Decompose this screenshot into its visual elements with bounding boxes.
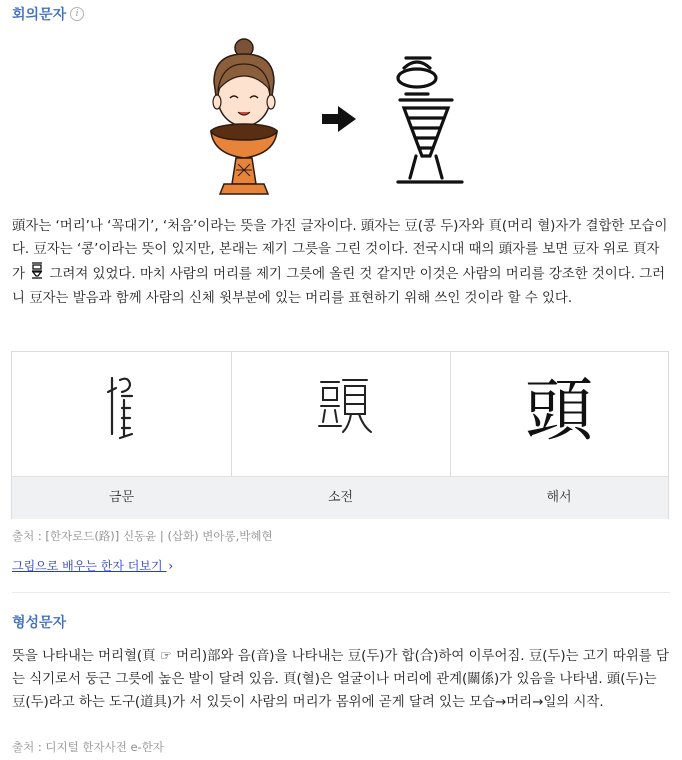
glyph-haeseo [450,352,668,475]
caption-geummun: 금문 [12,476,231,519]
head-on-vessel-illustration [200,36,480,201]
section-title-text: 회의문자 [12,7,67,23]
more-link-text[interactable]: 그림으로 배우는 한자 더보기 [12,559,163,573]
inline-glyph-icon [31,261,43,287]
section-title-hoeui [12,4,84,24]
source-credit-2: 출처 : 디지털 한자사전 e-한자 [12,740,164,754]
glyph-geummun [12,352,231,475]
description-part-1: 頭자는 ‘머리’나 ‘꼭대기’, ‘처음’이라는 뜻을 가진 글자이다. 頭자는 豆(콩 두)자와 頁(머리 혈)자가 결합한 모습이다. 豆자는 ‘콩’이라는 뜻이 있지만, 본래는 제기 그릇을 그린 것이다. 전국시대 때의 頭자를 보면 豆자 위로 頁자가 [12,219,668,282]
section-title-hyeongseong [12,612,66,632]
section-title-text: 형성문자 [12,615,67,631]
section-divider [12,592,670,593]
source-credit: 출처 : [한자로드(路)] 신동윤 | (삽화) 변아롱,박혜현 [12,529,273,543]
glyph-sojeon [231,352,450,475]
definition-paragraph: 뜻을 나타내는 머리혈(頁 ☞ 머리)部와 음(音)을 나타내는 豆(두)가 합(合)하여 이루어짐. 豆(두)는 고기 따위를 담는 식기로서 둥근 그릇에 높은 발이 달려 있음. 頁(혈)은 얼굴이나 머리에 관계(關係)가 있음을 나타냄. 頭(두)는 豆(두)라고 하는 도구(道具)가 서 있듯이 사람의 머리가 몸위에 곧게 달려 있는 모습→머리→일의 시작. [12,649,669,710]
description-part-2: 그려져 있었다. 마치 사람의 머리를 제기 그릇에 올린 것 같지만 이것은 사람의 머리를 강조한 것이다. 그러니 豆자는 발음과 함께 사람의 신체 윗부분에 있는 머리를 표현하기 위해 쓰인 것이라 할 수 있다. [12,267,666,306]
caption-sojeon: 소전 [231,476,450,519]
arrow-right-icon [322,106,356,132]
evolution-cell-haeseo [450,352,668,518]
glyph-haeseo-char: 頭 [524,372,593,451]
evolution-cell-sojeon [231,352,451,518]
info-icon[interactable]: i [70,7,84,21]
caption-haeseo: 해서 [450,476,668,519]
more-link[interactable] [12,557,173,574]
illustration [200,36,480,201]
chevron-right-icon: › [168,559,174,573]
evolution-cell-geummun [12,352,232,518]
glyph-evolution-table [11,351,669,519]
description-paragraph [12,215,672,310]
